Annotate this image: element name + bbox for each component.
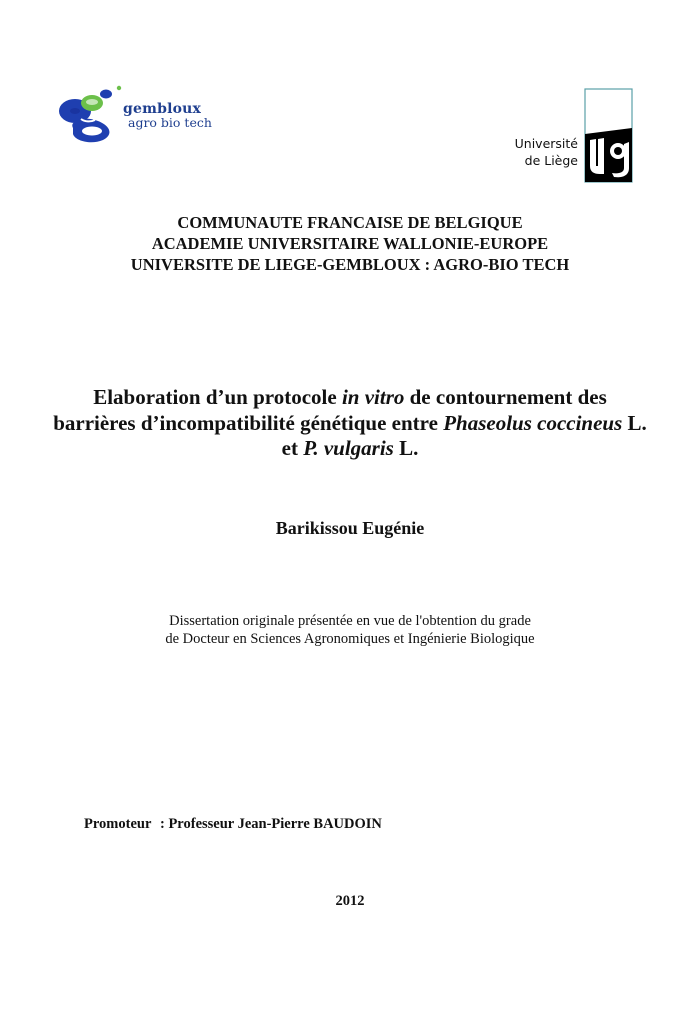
ulg-wordmark-line2: de Liège: [524, 153, 578, 168]
title-italic-species: P. vulgaris: [303, 436, 394, 460]
title-italic-species: Phaseolus coccineus: [443, 410, 623, 435]
gembloux-wordmark-line2: agro bio tech: [128, 115, 212, 130]
title-line-1: [0, 385, 700, 411]
title-text: Elaboration d’un protocole: [93, 385, 342, 409]
gembloux-logo-icon: [55, 78, 125, 148]
thesis-title: [0, 385, 700, 462]
universite-de-liege-logo: [500, 86, 640, 186]
title-text: de contournement des: [404, 385, 607, 409]
promoteur-label: Promoteur: [84, 816, 152, 832]
title-italic-in-vitro: in vitro: [341, 385, 405, 409]
author-name: Barikissou Eugénie: [275, 518, 425, 538]
gembloux-wordmark-line1: gembloux: [123, 101, 202, 117]
title-text: L.: [622, 410, 647, 435]
ulg-wordmark: [515, 135, 578, 169]
dissertation-line-1: Dissertation originale présentée en vue de l'obtention du grade: [169, 613, 531, 629]
gembloux-agro-bio-tech-logo: [55, 78, 230, 148]
institution-line-2: ACADEMIE UNIVERSITAIRE WALLONIE-EUROPE: [151, 234, 549, 253]
institution-header: [0, 212, 700, 275]
title-text: L.: [393, 436, 419, 460]
year: 2012: [335, 893, 365, 909]
title-line-2: [0, 411, 700, 437]
ulg-wordmark-line1: Université: [514, 136, 578, 151]
title-line-3: [0, 436, 700, 462]
institution-line-1: COMMUNAUTE FRANCAISE DE BELGIQUE: [177, 213, 523, 232]
dissertation-line-2: de Docteur en Sciences Agronomiques et Ingénierie Biologique: [165, 631, 535, 647]
gembloux-wordmark: [123, 102, 212, 130]
institution-line-3: UNIVERSITE DE LIEGE-GEMBLOUX : AGRO-BIO TECH: [130, 255, 570, 274]
ulg-monogram-icon: [584, 88, 636, 186]
dissertation-statement: [0, 612, 700, 648]
promoteur-value: : Professeur Jean-Pierre BAUDOIN: [160, 816, 382, 832]
title-text: et: [281, 436, 304, 460]
promoteur: [84, 816, 382, 833]
title-text: barrières d’incompatibilité génétique entre: [53, 410, 444, 435]
